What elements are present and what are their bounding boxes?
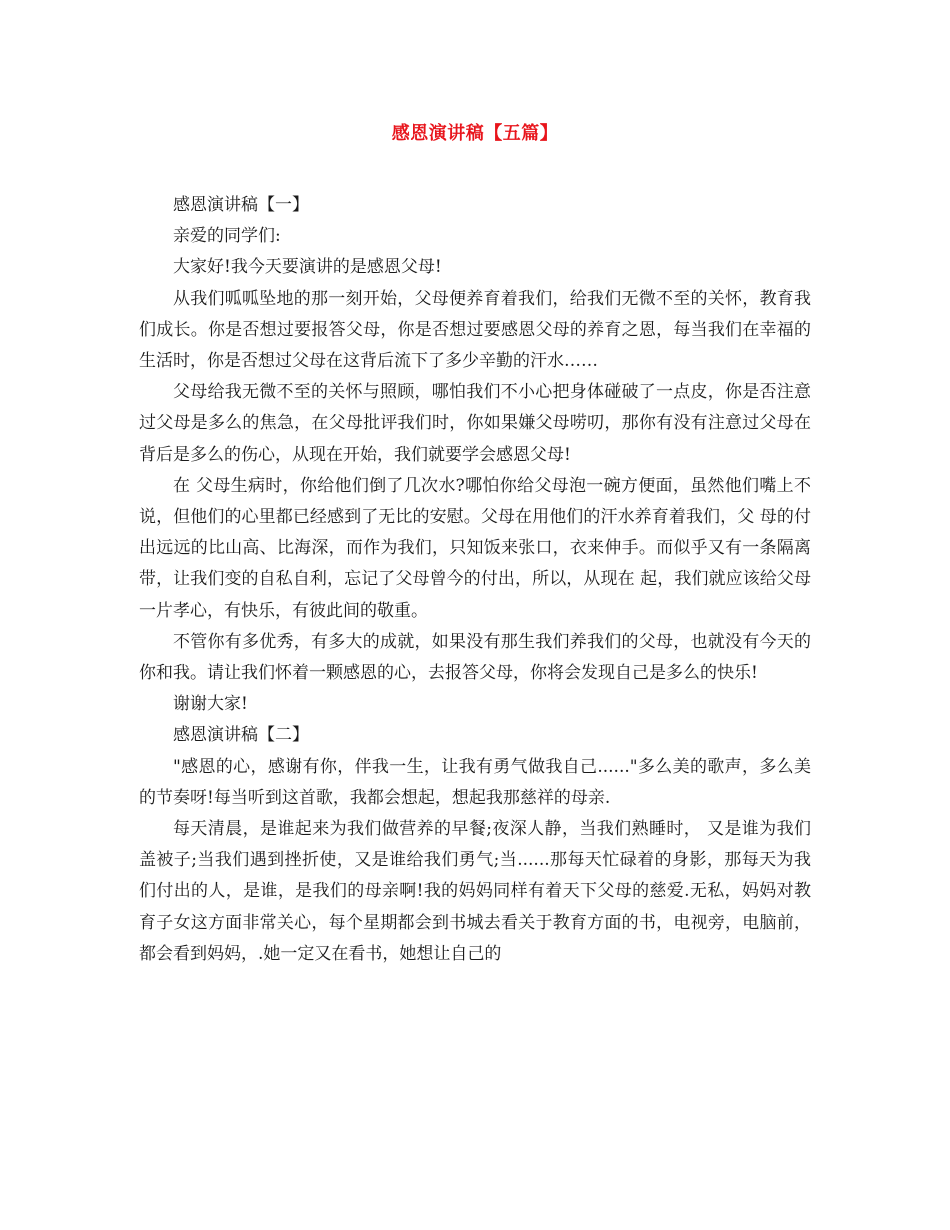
paragraph: 父母给我无微不至的关怀与照顾，哪怕我们不小心把身体碰破了一点皮，你是否注意过父母是多么的焦急，在父母批评我们时，你如果嫌父母唠叨，那你有没有注意过父母在背后是多么的伤心，从现在开始，我们就要学会感恩父母! [139, 382, 811, 465]
greeting: 大家好!我今天要演讲的是感恩父母! [173, 257, 442, 278]
paragraph: 在 父母生病时，你给他们倒了几次水?哪怕你给父母泡一碗方便面，虽然他们嘴上不说，但他们的心里都已经感到了无比的安慰。父母在用他们的汗水养育着我们，父 母的付出远远的比山高、比海深，而作为我们，只知饭来张口，衣来伸手。而似乎又有一条隔离带，让我们变的自私自利，忘记了父母曾今的付出，所以，从现在 起，我们就应该给父母一片孝心，有快乐，有彼此间的敬重。 [139, 475, 811, 621]
section-heading-2: 感恩演讲稿【二】 [173, 725, 309, 746]
paragraph: 每天清晨，是谁起来为我们做营养的早餐;夜深人静，当我们熟睡时， 又是谁为我们盖被子;当我们遇到挫折使，又是谁给我们勇气;当......那每天忙碌着的身影，那每天为我们付出的人，是谁，是我们的母亲啊!我的妈妈同样有着天下父母的慈爱.无私，妈妈对教育子女这方面非常关心，每个星期都会到书城去看关于教育方面的书，电视旁，电脑前，都会看到妈妈，.她一定又在看书，她想让自己的 [139, 819, 811, 964]
section-heading-1: 感恩演讲稿【一】 [173, 195, 309, 215]
paragraph: 从我们呱呱坠地的那一刻开始，父母便养育着我们，给我们无微不至的关怀，教育我们成长。你是否想过要报答父母，你是否想过要感恩父母的养育之恩，每当我们在幸福的生活时，你是否想过父母在这背后流下了多少辛勤的汗水…… [139, 288, 811, 372]
paragraph: "感恩的心，感谢有你，伴我一生，让我有勇气做我自己......"多么美的歌声，多么美的节奏呀!每当听到这首歌，我都会想起，想起我那慈祥的母亲. [139, 756, 811, 808]
closing: 谢谢大家! [173, 694, 248, 715]
document-title: 感恩演讲稿【五篇】 [391, 123, 559, 144]
document-body [139, 190, 811, 970]
salutation: 亲爱的同学们: [173, 226, 281, 247]
paragraph: 不管你有多优秀，有多大的成就，如果没有那生我们养我们的父母，也就没有今天的你和我。请让我们怀着一颗感恩的心，去报答父母，你将会发现自己是多么的快乐! [139, 631, 811, 684]
